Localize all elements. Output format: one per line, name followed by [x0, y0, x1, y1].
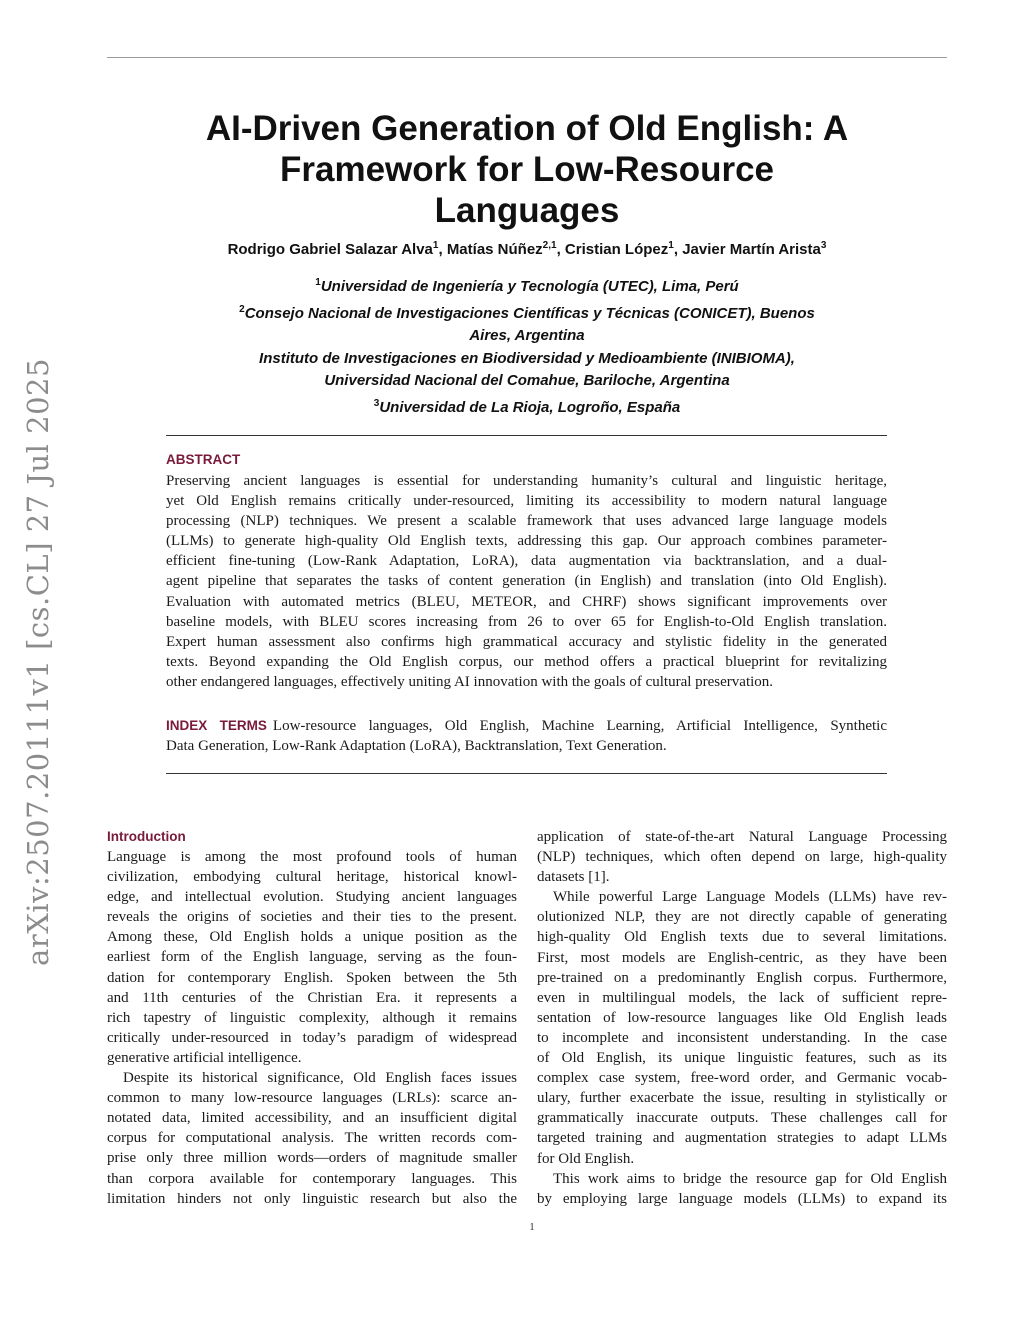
title-line: Languages [434, 191, 620, 230]
abstract-line: Evaluation with automated metrics (BLEU, METEOR, and CHRF) shows significant improvements over [166, 593, 887, 610]
author-name: Javier Martín Arista [682, 241, 821, 258]
abstract-line: processing (NLP) techniques. We present a scalable framework that uses advanced large language models [166, 513, 887, 530]
abstract-line: (LLMs) to generate high-quality Old English texts, addressing this gap. Our approach combines parameter- [166, 533, 887, 550]
body-line: for Old English. [537, 1150, 635, 1167]
top-rule [107, 57, 947, 58]
body-line: than corpora available for contemporary languages. This [107, 1170, 517, 1187]
affiliation [107, 272, 947, 299]
author-name: Cristian López [564, 241, 669, 258]
affil-sup: 2 [239, 303, 245, 315]
index-terms-line [166, 716, 887, 736]
author-list: Rodrigo Gabriel Salazar Alva$^1$, Matías Núñez$^{2,1}$, Cristian López$^1$, Javier Martín Arista$^3$ [227, 240, 827, 258]
body-line: notated data, limited accessibility, and an insufficient digital [107, 1110, 517, 1127]
paper-title [107, 108, 947, 231]
abstract-line: yet Old English remains critically under-resourced, limiting its accessibility to modern natural language [166, 493, 887, 510]
body-line: common to many low-resource languages (LRLs): scarce an- [107, 1090, 517, 1107]
body-line: by employing large language models (LLMs) to expand its [537, 1190, 947, 1207]
body-line: dation for contemporary English. Spoken between the 5th [107, 969, 517, 986]
title-line: Framework for Low-Resource [280, 150, 774, 189]
affiliation-cont: Instituto de Investigaciones en Biodiversidad y Medioambiente (INIBIOMA), [259, 349, 795, 367]
abstract-line: baseline models, with BLEU scores increasing from 26 to over 65 for English-to-Old English translation. [166, 613, 887, 630]
author-name: Rodrigo Gabriel Salazar Alva [227, 241, 433, 258]
affil-text: Consejo Nacional de Investigaciones Científicas y Técnicas (CONICET), Buenos [244, 304, 815, 322]
body-line: limitation hinders not only linguistic research but also the [107, 1190, 517, 1207]
abstract-line: Expert human assessment also confirms high grammatical accuracy and stylistic fidelity in the generated [166, 633, 887, 650]
affil-text: Universidad de Ingeniería y Tecnología (UTEC), Lima, Perú [320, 278, 739, 295]
body-line: complex case system, free-word order, and Germanic vocab- [537, 1070, 947, 1087]
body-line: ulary, further exacerbate the issue, resulting in stylistically or [537, 1090, 947, 1107]
affiliation-cont: Aires, Argentina [469, 327, 585, 345]
body-line: and 11th centuries of the Christian Era. it represents a [107, 989, 517, 1006]
column-left [107, 827, 517, 1209]
abstract-line: texts. Beyond expanding the Old English corpus, our method offers a practical blueprint for revitalizing [166, 653, 887, 670]
affil-sup: 1 [315, 277, 321, 288]
body-line: even in multilingual models, the lack of sufficient repre- [537, 989, 947, 1006]
abstract-heading: ABSTRACT [166, 452, 241, 467]
body-line: critically under-resourced in today’s paradigm of widespread [107, 1029, 517, 1046]
title-line: AI-Driven Generation of Old English: A [205, 109, 849, 148]
body-line: sentation of low-resource languages like Old English leads [537, 1009, 947, 1026]
body-line: olutionized NLP, they are not directly capable of generating [537, 909, 947, 926]
body-line: First, most models are English-centric, as they have been [537, 949, 947, 966]
body-line: targeted training and augmentation strategies to adapt LLMs [537, 1130, 947, 1147]
index-terms-label: INDEX TERMS [166, 718, 267, 733]
body-line: prise only three million words—orders of magnitude smaller [107, 1150, 517, 1167]
affiliations [107, 272, 947, 420]
body-line: Despite its historical significance, Old English faces issues [123, 1070, 517, 1087]
body-line: application of state-of-the-art Natural Language Processing [537, 829, 947, 845]
affiliation [107, 299, 947, 326]
affil-sup: 3 [373, 397, 380, 409]
abstract-bottom-rule [166, 773, 887, 774]
abstract-line: Preserving ancient languages is essential for understanding humanity’s cultural and linguistic heritage, [166, 473, 887, 489]
body-line: earliest form of the English language, serving as the foun- [107, 949, 517, 966]
page-number: 1 [529, 1221, 535, 1233]
column-right [537, 827, 947, 1209]
affil-text: Universidad de La Rioja, Logroño, España [379, 398, 681, 416]
body-line: grammatically inaccurate outputs. These challenges call for [537, 1110, 947, 1127]
body-line: Among these, Old English holds a unique position as the [107, 929, 517, 946]
abstract-top-rule [166, 435, 887, 436]
index-terms-text: Low-resource languages, Old English, Machine Learning, Artificial Intelligence, Synthetic [272, 718, 887, 734]
body-line: to incomplete and inconsistent understanding. In the case [537, 1029, 947, 1046]
abstract-line: efficient fine-tuning (Low-Rank Adaptation, LoRA), data augmentation via backtranslation, and a dual- [166, 553, 887, 570]
body-line: high-quality Old English texts due to several limitations. [537, 929, 947, 946]
body-line: This work aims to bridge the resource gap for Old English [553, 1170, 947, 1187]
author-affil-sup: 1 [432, 240, 439, 251]
index-terms [166, 716, 887, 756]
body-line: Language is among the most profound tools of human [107, 849, 517, 865]
affiliation [107, 393, 947, 420]
body-line: civilization, embodying cultural heritage, historical knowl- [107, 869, 517, 886]
body-line: of Old English, its unique linguistic features, such as its [537, 1050, 947, 1067]
section-heading-introduction: Introduction [107, 829, 186, 844]
body-line: reveals the origins of societies and their ties to the present. [107, 909, 517, 926]
body-line: datasets [1]. [537, 869, 610, 886]
body-line: rich tapestry of linguistic complexity, although it remains [107, 1009, 517, 1026]
abstract-body [166, 471, 887, 692]
author-name: Matías Núñez [446, 241, 543, 258]
author-affil-sup: 1 [668, 240, 674, 251]
body-line: While powerful Large Language Models (LLMs) have rev- [553, 889, 947, 906]
author-affil-sup: 3 [820, 240, 827, 251]
body-line: pre-trained on a predominantly English corpus. Furthermore, [537, 969, 947, 986]
author-affil-sup: 2,1 [542, 240, 557, 251]
abstract-line: agent pipeline that separates the tasks of content generation (in English) and translation (into Old English). [166, 573, 887, 590]
index-terms-line: Data Generation, Low-Rank Adaptation (LoRA), Backtranslation, Text Generation. [166, 738, 667, 755]
body-line: generative artificial intelligence. [107, 1049, 302, 1066]
body-line: corpus for computational analysis. The written records com- [107, 1130, 517, 1147]
arxiv-stamp: arXiv:2507.20111v1 [cs.CL] 27 Jul 2025 [21, 358, 55, 966]
body-line: (NLP) techniques, which often depend on large, high-quality [537, 849, 947, 866]
abstract-line: other endangered languages, effectively uniting AI innovation with the goals of cultural preservation. [166, 673, 774, 690]
body-line: edge, and intellectual evolution. Studying ancient languages [107, 889, 517, 906]
affiliation-cont: Universidad Nacional del Comahue, Bariloche, Argentina [324, 372, 730, 390]
